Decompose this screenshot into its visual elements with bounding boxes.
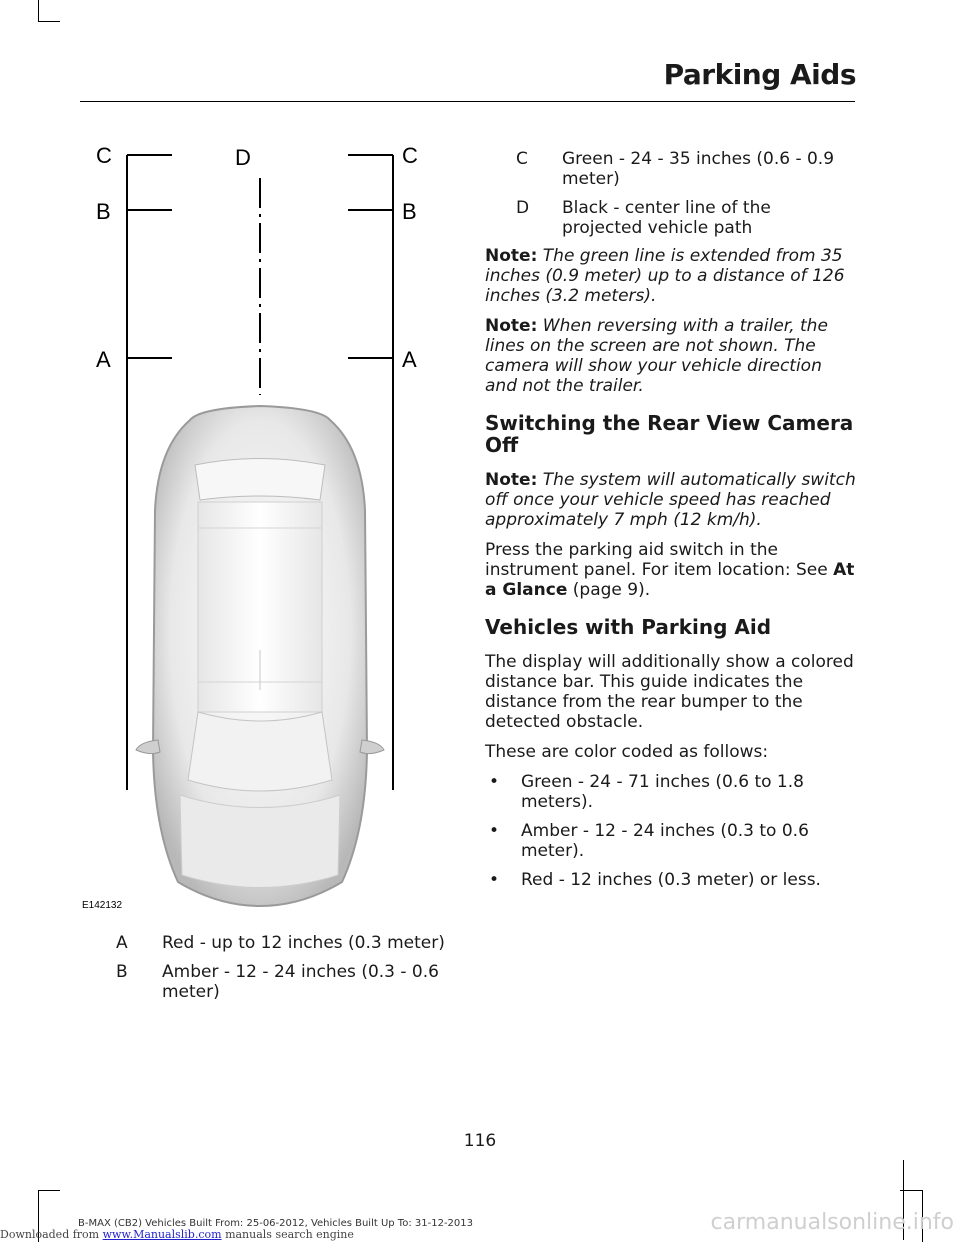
page-title: Parking Aids bbox=[663, 58, 856, 91]
cross-reference-link[interactable]: At a Glance bbox=[485, 560, 855, 600]
note-label: Note: bbox=[485, 316, 538, 336]
crop-mark bbox=[38, 0, 39, 22]
legend-key: B bbox=[116, 962, 128, 982]
section-heading-parking-aid: Vehicles with Parking Aid bbox=[485, 615, 772, 639]
legend-text: Amber - 12 - 24 inches (0.3 - 0.6 meter) bbox=[162, 962, 439, 1002]
label-c-right: C bbox=[402, 143, 418, 168]
color-code-list bbox=[485, 772, 857, 890]
section-heading-camera-off: Switching the Rear View Camera Off bbox=[485, 411, 854, 457]
label-c-left: C bbox=[96, 143, 112, 168]
legend-row bbox=[116, 933, 456, 953]
note-label: Note: bbox=[485, 470, 538, 490]
note-label: Note: bbox=[485, 246, 538, 266]
legend-row bbox=[116, 962, 456, 1002]
label-a-right: A bbox=[402, 347, 417, 372]
right-column bbox=[485, 246, 857, 899]
legend-key: D bbox=[516, 198, 530, 218]
note-3 bbox=[485, 470, 857, 530]
legend-row bbox=[516, 149, 856, 189]
bullet-icon: • bbox=[489, 870, 500, 890]
legend-text: Red - up to 12 inches (0.3 meter) bbox=[162, 933, 445, 953]
paragraph-switch bbox=[485, 540, 857, 600]
label-b-right: B bbox=[402, 199, 417, 224]
header-divider bbox=[80, 101, 855, 102]
download-notice bbox=[0, 1228, 354, 1241]
car-illustration bbox=[136, 406, 384, 906]
list-item bbox=[485, 772, 857, 812]
note-text: The system will automatically switch off once your vehicle speed has reached approximately 7 mph (12 km/h). bbox=[485, 470, 856, 530]
figure-code: E142132 bbox=[82, 900, 123, 911]
label-b-left: B bbox=[96, 199, 111, 224]
legend-text: Black - center line of the projected vehicle path bbox=[562, 198, 771, 238]
label-a-left: A bbox=[96, 347, 111, 372]
legend-text: Green - 24 - 35 inches (0.6 - 0.9 meter) bbox=[562, 149, 835, 189]
paragraph-color-coded: These are color coded as follows: bbox=[485, 742, 769, 762]
bullet-icon: • bbox=[489, 772, 500, 792]
paragraph-display: The display will additionally show a colored distance bar. This guide indicates the distance from the rear bumper to the detected obstacle. bbox=[485, 652, 854, 732]
crop-mark bbox=[38, 21, 60, 22]
note-2 bbox=[485, 316, 857, 396]
download-prefix: Downloaded from bbox=[0, 1228, 100, 1241]
page-reference: (page 9). bbox=[572, 580, 651, 600]
rear-camera-diagram bbox=[80, 130, 450, 915]
crop-mark bbox=[38, 1190, 60, 1191]
paragraph-text: Press the parking aid switch in the instrument panel. For item location: See bbox=[485, 540, 828, 580]
list-item-text: Green - 24 - 71 inches (0.6 to 1.8 meters). bbox=[521, 772, 804, 812]
list-item-text: Red - 12 inches (0.3 meter) or less. bbox=[521, 870, 821, 890]
watermark: carmanualsonline.info bbox=[710, 1210, 954, 1235]
note-1 bbox=[485, 246, 857, 306]
legend-row bbox=[516, 198, 856, 238]
download-suffix: manuals search engine bbox=[225, 1228, 354, 1241]
label-d: D bbox=[235, 145, 251, 170]
legend-key: C bbox=[516, 149, 528, 169]
legend-left bbox=[116, 933, 456, 1011]
list-item bbox=[485, 870, 857, 890]
note-text: When reversing with a trailer, the lines on the screen are not shown. The camera will show your vehicle direction and not the trailer. bbox=[485, 316, 828, 396]
manualslib-link[interactable]: www.Manualslib.com bbox=[102, 1228, 222, 1241]
legend-key: A bbox=[116, 933, 128, 953]
list-item bbox=[485, 821, 857, 861]
diagram-svg bbox=[80, 130, 450, 915]
bullet-icon: • bbox=[489, 821, 500, 841]
list-item-text: Amber - 12 - 24 inches (0.3 to 0.6 meter). bbox=[521, 821, 809, 861]
page-number: 116 bbox=[463, 1131, 497, 1151]
vehicle-code: B-MAX (CB2) Vehicles Built From: 25-06-2012, Vehicles Built Up To: 31-12-2013 bbox=[78, 1218, 473, 1229]
note-text: The green line is extended from 35 inches (0.9 meter) up to a distance of 126 inches (3.2 meters). bbox=[485, 246, 845, 306]
legend-right bbox=[516, 149, 856, 247]
